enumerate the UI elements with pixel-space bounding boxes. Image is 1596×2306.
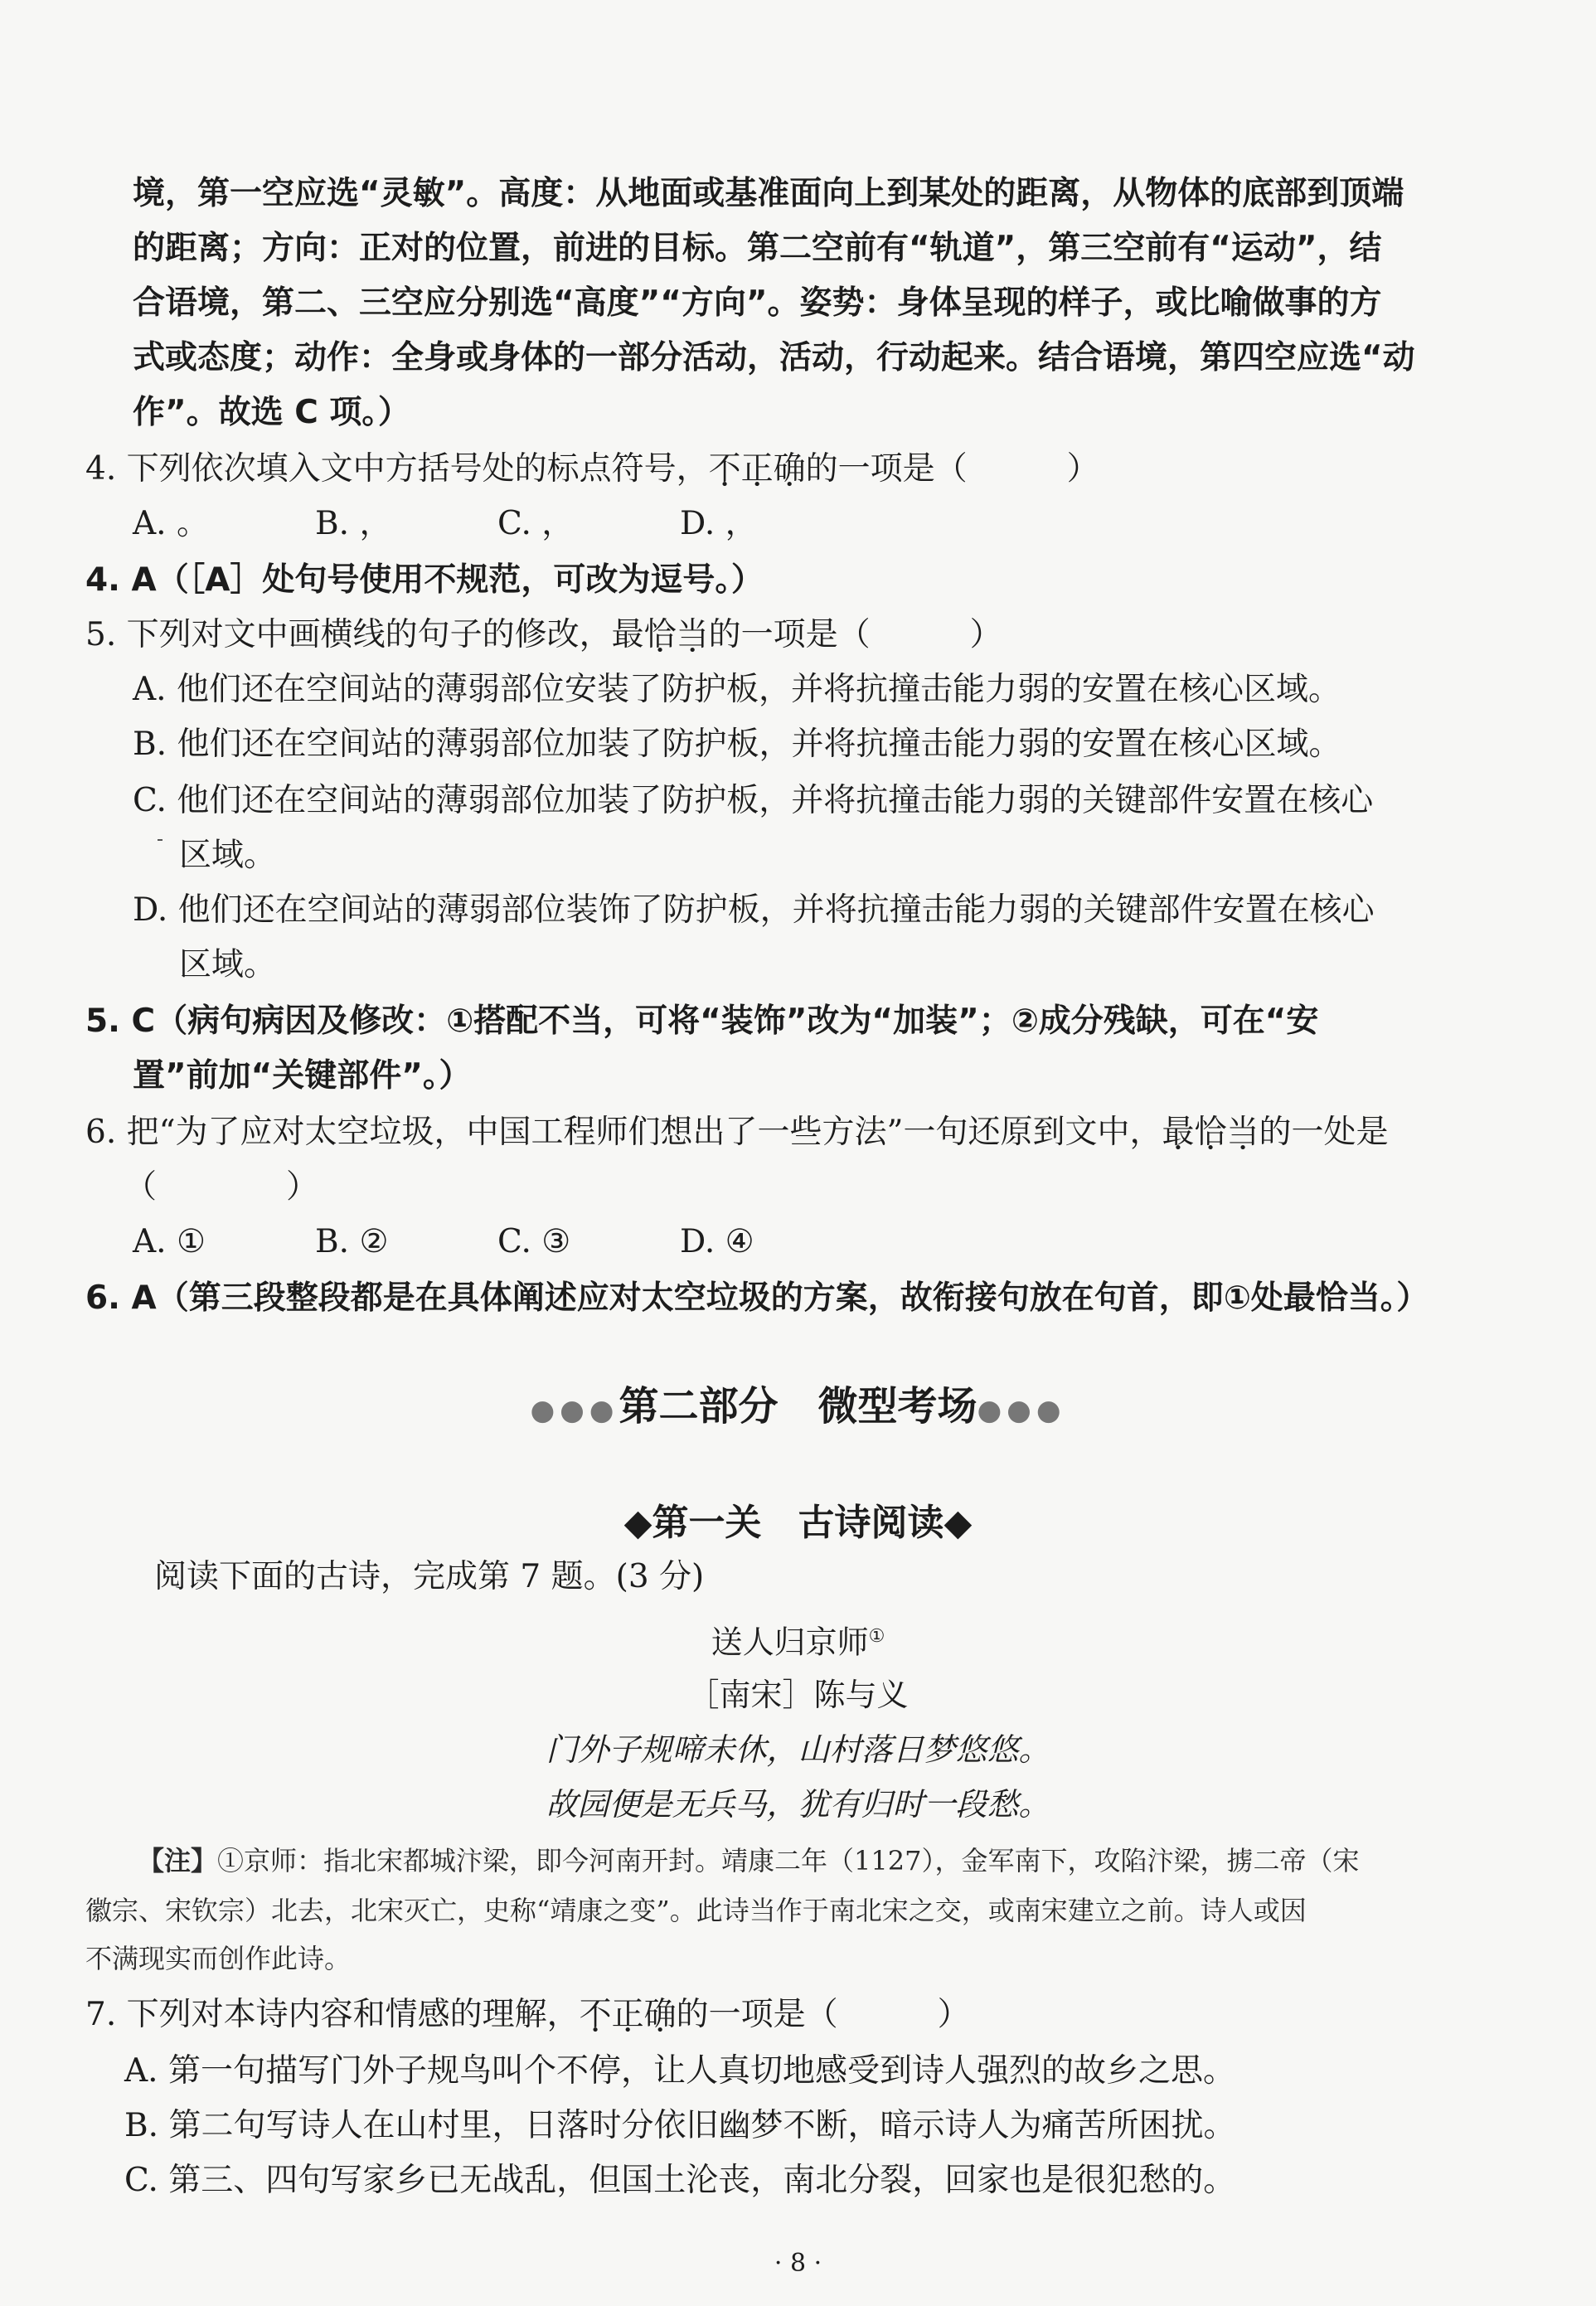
question-6-option-a: A. ① <box>133 1223 206 1260</box>
question-4-option-d: D. ， <box>680 505 758 542</box>
section-heading <box>0 1380 1596 1437</box>
poem-line-2: 故园便是无兵马，犹有归时一段愁。 <box>546 1786 1050 1823</box>
question-7-stem: 7. 下列对本诗内容和情感的理解， <box>85 1996 580 2033</box>
subsection-heading <box>0 1499 1596 1547</box>
question-5-option-d-cont: 区域。 <box>179 946 277 983</box>
question-5-stem: 5. 下列对文中画横线的句子的修改，最 <box>85 616 644 653</box>
emphasis-char: 确 <box>643 1996 677 2033</box>
emphasis-char: 不 <box>708 450 741 488</box>
question-4-close: ） <box>1066 450 1099 488</box>
question-5-option-b: B. 他们还在空间站的薄弱部位加装了防护板，并将抗撞击能力弱的安置在核心区域。 <box>133 726 1341 763</box>
answer-3-line-5: 作”。故选 C 项。） <box>133 394 410 431</box>
question-4-option-a: A. 。 <box>133 505 209 542</box>
answer-4: 4. A（［A］处句号使用不规范，可改为逗号。） <box>85 561 764 599</box>
emphasis-char: 确 <box>773 450 806 488</box>
scan-mark <box>158 839 163 841</box>
question-6-option-c: C. ③ <box>497 1223 571 1260</box>
question-4-option-c: C. ， <box>497 505 575 542</box>
note-line-1 <box>138 1842 1359 1879</box>
answer-3-line-4: 式或态度；动作：全身或身体的一部分活动，活动，行动起来。结合语境，第四空应选“动 <box>133 339 1415 376</box>
question-7-stem-end: 的一项是（ <box>676 1996 838 2033</box>
question-6-stem-end: 的一处是 <box>1259 1114 1389 1151</box>
reading-instruction: 阅读下面的古诗，完成第 7 题。(3 分) <box>154 1558 705 1595</box>
note-line-2: 徽宗、宋钦宗）北去，北宋灭亡，史称“靖康之变”。此诗当作于南北宋之交，或南宋建立之前。诗人或因 <box>85 1895 1307 1926</box>
question-7-option-b: B. 第二句写诗人在山村里，日落时分依旧幽梦不断，暗示诗人为痛苦所困扰。 <box>124 2107 1236 2144</box>
question-5-option-d: D. 他们还在空间站的薄弱部位装饰了防护板，并将抗撞击能力弱的关键部件安置在核心 <box>133 891 1375 929</box>
emphasis-char: 当 <box>1226 1114 1259 1151</box>
question-7-close: ） <box>937 1996 970 2033</box>
answer-3-line-2: 的距离；方向：正对的位置，前进的目标。第二空前有“轨道”，第三空前有“运动”，结 <box>133 230 1382 267</box>
question-7-option-a: A. 第一句描写门外子规鸟叫个不停，让人真切地感受到诗人强烈的故乡之思。 <box>124 2052 1235 2090</box>
question-4-stem-end: 的一项是（ <box>805 450 968 488</box>
diamond-icon: ◆ <box>623 1502 652 1544</box>
question-7 <box>85 1993 970 2037</box>
note-line-3: 不满现实而创作此诗。 <box>85 1943 352 1974</box>
question-6 <box>85 1111 1389 1154</box>
emphasis-char: 当 <box>676 616 709 653</box>
question-5-option-a: A. 他们还在空间站的薄弱部位安装了防护板，并将抗撞击能力弱的安置在核心区域。 <box>133 671 1341 708</box>
note-marker: ① <box>868 1626 885 1647</box>
question-4-stem: 4. 下列依次填入文中方括号处的标点符号， <box>85 450 709 488</box>
question-6-option-d: D. ④ <box>680 1223 754 1260</box>
poem-line-1: 门外子规啼未休，山村落日梦悠悠。 <box>546 1731 1050 1768</box>
question-6-stem: 6. 把“为了应对太空垃圾，中国工程师们想出了一些方法”一句还原到文中， <box>85 1114 1162 1151</box>
answer-3-line-1: 境，第一空应选“灵敏”。高度：从地面或基准面向上到某处的距离，从物体的底部到顶端 <box>133 175 1404 212</box>
question-5 <box>85 614 1002 657</box>
emphasis-char: 恰 <box>1194 1114 1227 1151</box>
answer-5-line-1: 5. C（病句病因及修改：①搭配不当，可将“装饰”改为“加装”；②成分残缺，可在“安 <box>85 1003 1319 1040</box>
emphasis-char: 正 <box>740 450 774 488</box>
question-4 <box>85 448 1099 491</box>
question-4-option-b: B. ， <box>315 505 392 542</box>
answer-blank: （ ） <box>124 1168 319 1206</box>
poem-author: ［南宋］陈与义 <box>687 1677 909 1713</box>
question-7-option-c: C. 第三、四句写家乡已无战乱，但国土沦丧，南北分裂，回家也是很犯愁的。 <box>124 2162 1236 2199</box>
poem-title <box>0 1615 1596 1664</box>
emphasis-char: 恰 <box>643 616 677 653</box>
decorative-dots-left: ●●● <box>530 1394 619 1427</box>
question-5-option-c: C. 他们还在空间站的薄弱部位加装了防护板，并将抗撞击能力弱的关键部件安置在核心 <box>133 782 1374 819</box>
section-title: 第二部分 微型考场 <box>619 1383 977 1430</box>
emphasis-char: 最 <box>1162 1114 1195 1151</box>
poem-title-text: 送人归京师 <box>711 1624 869 1661</box>
answer-5-line-2: 置”前加“关键部件”。） <box>133 1057 472 1095</box>
page-number: · 8 · <box>774 2249 822 2278</box>
diamond-icon: ◆ <box>944 1502 973 1544</box>
emphasis-char: 不 <box>579 1996 612 2033</box>
question-5-close: ） <box>969 616 1002 653</box>
answer-3-line-3: 合语境，第二、三空应分别选“高度”“方向”。姿势：身体呈现的样子，或比喻做事的方 <box>133 284 1382 322</box>
note-text: ①京师：指北宋都城汴梁，即今河南开封。靖康二年（1127），金军南下，攻陷汴梁，掳二帝（宋 <box>217 1845 1360 1876</box>
decorative-dots-right: ●●● <box>977 1394 1066 1427</box>
note-label: 【注】 <box>138 1845 218 1876</box>
subsection-title: 第一关 古诗阅读 <box>652 1502 944 1544</box>
question-5-stem-end: 的一项是（ <box>708 616 871 653</box>
emphasis-char: 正 <box>611 1996 644 2033</box>
answer-6: 6. A（第三段整段都是在具体阐述应对太空垃圾的方案，故衔接句放在句首，即①处最恰当。） <box>85 1279 1429 1317</box>
question-5-option-c-cont: 区域。 <box>179 837 277 874</box>
question-6-option-b: B. ② <box>315 1223 389 1260</box>
